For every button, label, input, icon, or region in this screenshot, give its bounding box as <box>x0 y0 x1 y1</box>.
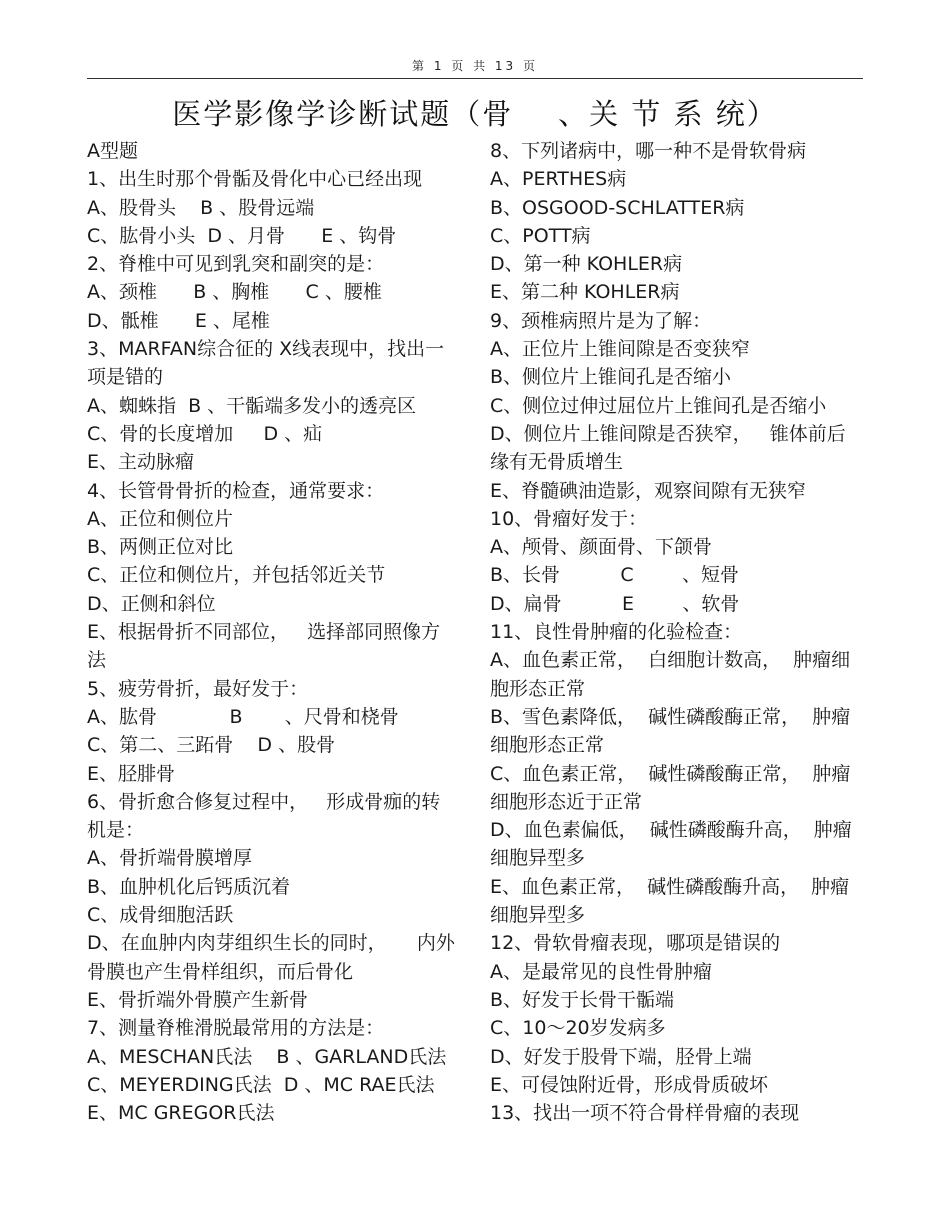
question-text-line: C、正位和侧位片，并包括邻近关节 <box>87 564 386 587</box>
question-text-line: A、骨折端骨膜增厚 <box>87 847 252 870</box>
question-text-line: B、好发于长骨干骺端 <box>490 988 675 1011</box>
page-number-header: 第 1 页 共 13 页 <box>412 59 538 73</box>
question-text-line: D、正侧和斜位 <box>87 592 216 615</box>
question-text-line: 细胞异型多 <box>490 847 586 870</box>
question-text-line: 7、测量脊椎滑脱最常用的方法是： <box>87 1017 385 1040</box>
question-text-line: C、POTT病 <box>490 224 591 247</box>
question-text-line: A、血色素正常， 白细胞计数高， 肿瘤细 <box>490 649 851 672</box>
question-text-line: E、根据骨折不同部位， 选择部同照像方 <box>87 621 441 644</box>
question-text-line: D、好发于股骨下端，胫骨上端 <box>490 1045 752 1068</box>
question-text-line: E、骨折端外骨膜产生新骨 <box>87 988 309 1011</box>
question-text-line: 1、出生时那个骨骺及骨化中心已经出现 <box>87 168 423 191</box>
question-text-line: 缘有无骨质增生 <box>490 451 624 474</box>
right-question-column <box>490 137 860 1127</box>
question-text-line: E、第二种 KOHLER病 <box>490 281 680 304</box>
question-text-line: C、成骨细胞活跃 <box>87 904 234 927</box>
question-text-line: A、正位和侧位片 <box>87 507 233 530</box>
question-text-line: A、正位片上锥间隙是否变狭窄 <box>490 338 750 361</box>
question-text-line: C、MEYERDING氏法 D 、MC RAE氏法 <box>87 1073 435 1096</box>
question-text-line: A、蜘蛛指 B 、干骺端多发小的透亮区 <box>87 394 417 417</box>
question-text-line: 骨膜也产生骨样组织，而后骨化 <box>87 960 354 983</box>
question-text-line: E、主动脉瘤 <box>87 451 195 474</box>
question-text-line: 4、长管骨骨折的检查，通常要求： <box>87 479 385 502</box>
question-text-line: E、胫腓骨 <box>87 762 176 785</box>
question-text-line: A、颅骨、颜面骨、下颌骨 <box>490 536 712 559</box>
question-text-line: E、脊髓碘油造影，观察间隙有无狭窄 <box>490 479 807 502</box>
question-text-line: A型题 <box>87 140 138 162</box>
question-text-line: D、在血肿内肉芽组织生长的同时， 内外 <box>87 932 455 955</box>
question-text-line: A、颈椎 B 、胸椎 C 、腰椎 <box>87 281 382 304</box>
question-text-line: B、侧位片上锥间孔是否缩小 <box>490 366 732 389</box>
question-text-line: 11、良性骨肿瘤的化验检查： <box>490 621 743 644</box>
question-text-line: B、OSGOOD-SCHLATTER病 <box>490 196 745 219</box>
question-text-line: B、长骨 C 、短骨 <box>490 564 740 587</box>
question-text-line: 12、骨软骨瘤表现，哪项是错误的 <box>490 932 781 955</box>
question-text-line: C、骨的长度增加 D 、疝 <box>87 422 323 445</box>
question-text-line: D、侧位片上锥间隙是否狭窄， 锥体前后 <box>490 422 846 445</box>
question-text-line: C、10～20岁发病多 <box>490 1017 666 1040</box>
question-text-line: 细胞形态正常 <box>490 734 605 757</box>
question-text-line: 13、找出一项不符合骨样骨瘤的表现 <box>490 1102 800 1125</box>
question-text-line: 10、骨瘤好发于： <box>490 507 648 530</box>
question-text-line: 细胞异型多 <box>490 904 586 927</box>
question-text-line: C、侧位过伸过屈位片上锥间孔是否缩小 <box>490 394 827 417</box>
question-text-line: D、骶椎 E 、尾椎 <box>87 309 270 332</box>
question-text-line: C、第二、三跖骨 D 、股骨 <box>87 734 336 757</box>
question-text-line: B、血肿机化后钙质沉着 <box>87 875 291 898</box>
question-text-line: B、两侧正位对比 <box>87 536 234 559</box>
question-text-line: E、MC GREGOR氏法 <box>87 1102 275 1125</box>
question-text-line: A、是最常见的良性骨肿瘤 <box>490 960 712 983</box>
question-text-line: E、可侵蚀附近骨，形成骨质破坏 <box>490 1073 769 1096</box>
question-text-line: D、扁骨 E 、软骨 <box>490 592 740 615</box>
question-text-line: 机是： <box>87 819 145 842</box>
question-text-line: D、第一种 KOHLER病 <box>490 253 683 276</box>
question-text-line: B、雪色素降低， 碱性磷酸酶正常， 肿瘤 <box>490 705 851 728</box>
question-text-line: D、血色素偏低， 碱性磷酸酶升高， 肿瘤 <box>490 819 852 842</box>
question-text-line: A、肱骨 B 、尺骨和桡骨 <box>87 705 399 728</box>
question-text-line: 项是错的 <box>87 366 164 389</box>
question-text-line: 2、脊椎中可见到乳突和副突的是： <box>87 253 385 276</box>
left-question-column <box>87 137 467 1127</box>
question-text-line: C、肱骨小头 D 、月骨 E 、钩骨 <box>87 224 397 247</box>
question-text-line: 细胞形态近于正常 <box>490 790 643 813</box>
question-text-line: 9、颈椎病照片是为了解： <box>490 309 712 332</box>
question-text-line: C、血色素正常， 碱性磷酸酶正常， 肿瘤 <box>490 762 851 785</box>
question-text-line: A、股骨头 B 、股骨远端 <box>87 196 315 219</box>
header-divider <box>87 78 863 79</box>
question-text-line: 8、下列诸病中，哪一种不是骨软骨病 <box>490 140 807 162</box>
question-text-line: 胞形态正常 <box>490 677 586 700</box>
question-text-line: 6、骨折愈合修复过程中， 形成骨痂的转 <box>87 790 441 813</box>
question-text-line: 5、疲劳骨折，最好发于： <box>87 677 309 700</box>
question-text-line: A、PERTHES病 <box>490 168 627 191</box>
question-text-line: 法 <box>87 649 107 672</box>
question-text-line: E、血色素正常， 碱性磷酸酶升高， 肿瘤 <box>490 875 850 898</box>
question-text-line: A、MESCHAN氏法 B 、GARLAND氏法 <box>87 1045 447 1068</box>
question-text-line: 3、MARFAN综合征的 X线表现中，找出一 <box>87 338 445 361</box>
document-title: 医学影像学诊断试题（骨 、关 节 系 统） <box>172 97 778 131</box>
